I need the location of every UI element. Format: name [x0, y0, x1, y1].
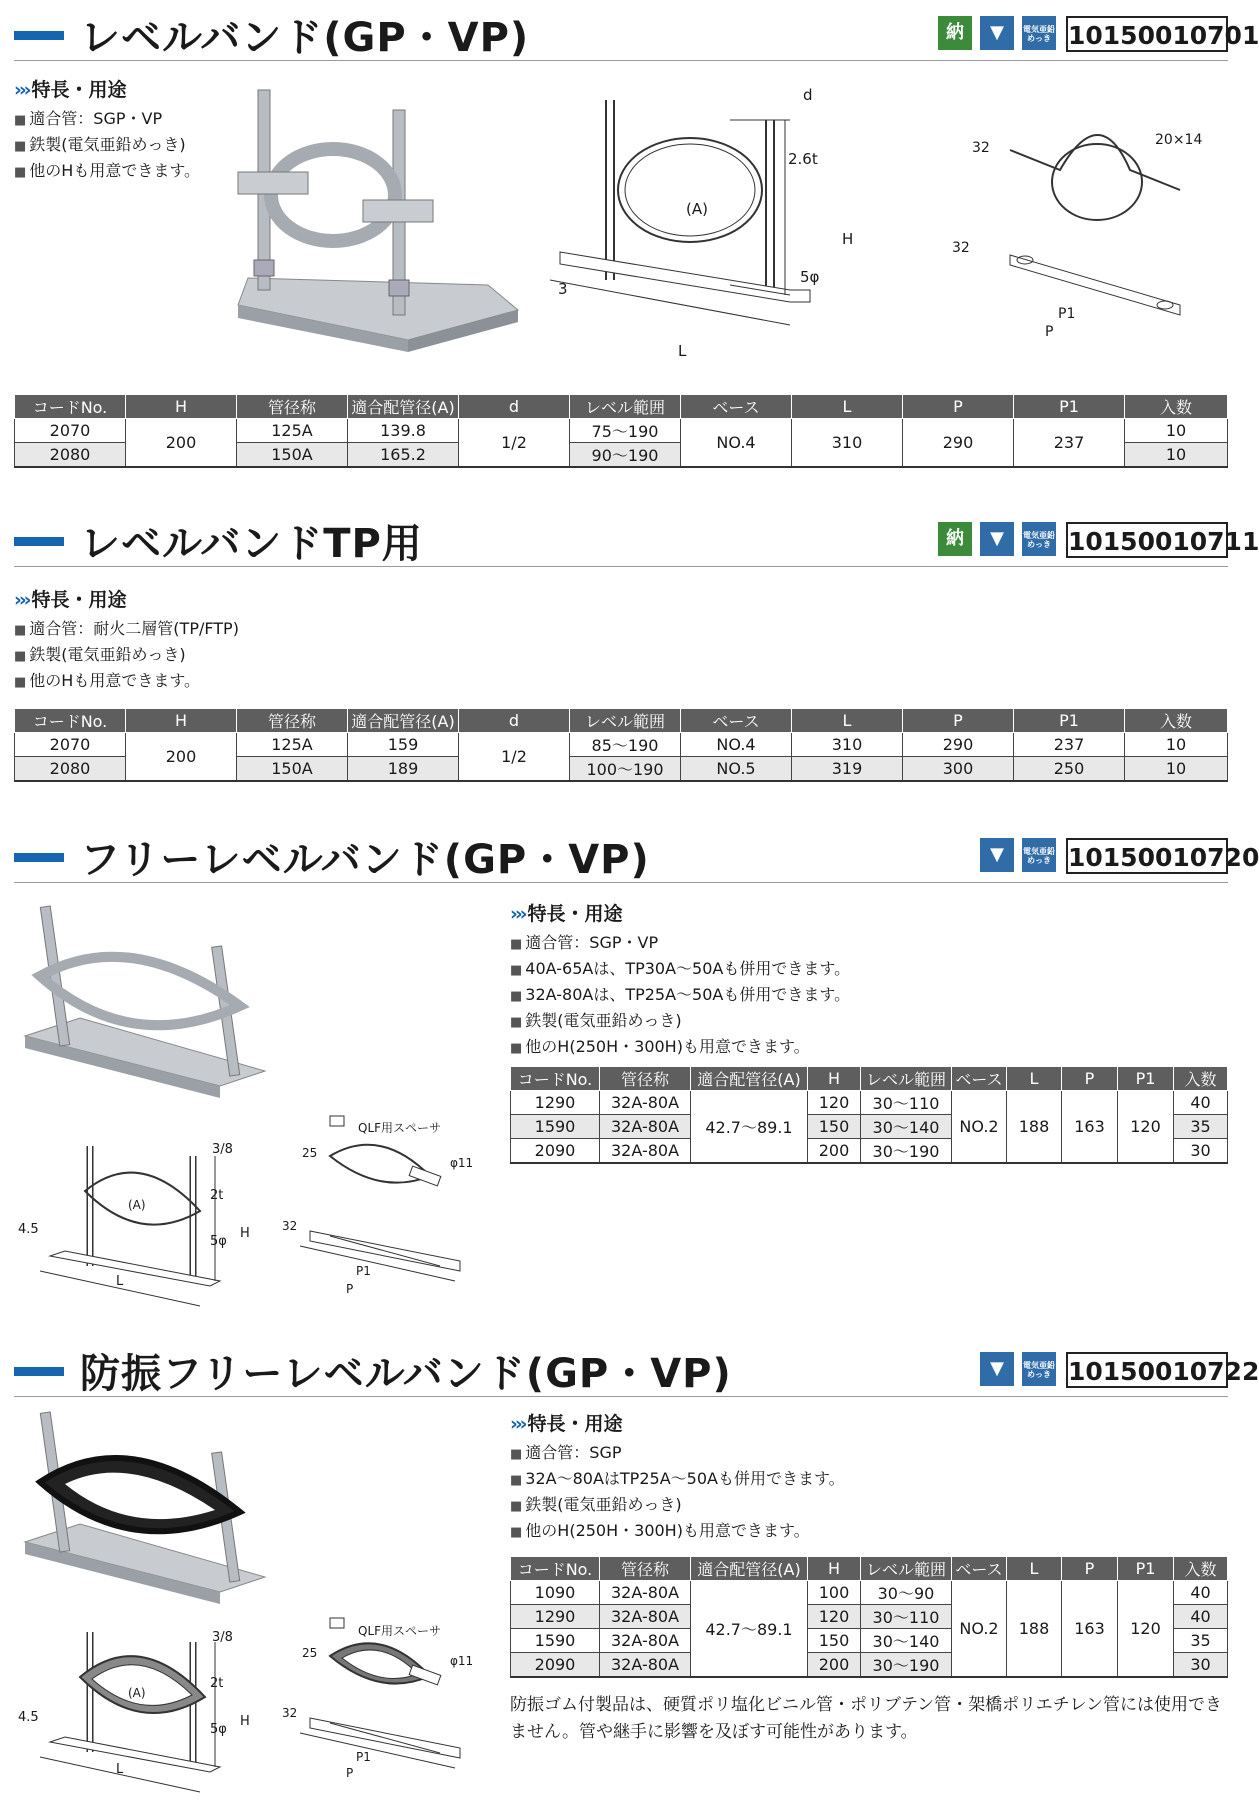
feature-item: ■ 他のHも用意できます。	[14, 671, 201, 690]
table-cell: 32A-80A	[600, 1139, 691, 1164]
table-header: レベル範囲	[861, 1067, 952, 1091]
section-title: フリーレベルバンド(GP・VP)	[80, 837, 650, 883]
spacer-drawing	[290, 1618, 470, 1788]
feature-item: ■ 鉄製(電気亜鉛めっき)	[510, 1495, 682, 1514]
table-cell: 30～110	[861, 1605, 952, 1629]
table-header: P	[903, 709, 1014, 733]
table-cell: 125A	[237, 733, 348, 757]
table-header: L	[792, 709, 903, 733]
table-cell: 237	[1014, 419, 1125, 468]
feature-item: ■ 適合管：SGP	[510, 1443, 622, 1462]
section-accent-bar	[14, 31, 64, 40]
dim-label-p1: P1	[356, 1264, 371, 1278]
table-cell: 10	[1125, 419, 1228, 443]
table-header: P	[903, 395, 1014, 419]
dim-label-l: L	[678, 342, 687, 360]
table-cell: 200	[808, 1139, 861, 1164]
table-header: H	[126, 395, 237, 419]
table-cell: 100	[808, 1581, 861, 1605]
table-cell: 188	[1007, 1091, 1062, 1164]
section-title: 防振フリーレベルバンド(GP・VP)	[80, 1351, 732, 1397]
table-cell: NO.4	[681, 419, 792, 468]
table-header: P	[1062, 1557, 1118, 1581]
table-header: 適合配管径(A)	[348, 709, 459, 733]
dim-label-20x14: 20×14	[1155, 132, 1203, 148]
table-cell: 30～190	[861, 1653, 952, 1678]
spacer-label: QLF用スペーサ	[358, 1121, 442, 1135]
table-cell: 120	[808, 1605, 861, 1629]
table-header: 適合配管径(A)	[691, 1067, 808, 1091]
table-cell: 120	[808, 1091, 861, 1115]
dim-label-3: 3	[558, 280, 568, 298]
table-cell: 85～190	[570, 733, 681, 757]
dim-label-d: d	[803, 86, 813, 104]
table-cell: 125A	[237, 419, 348, 443]
table-header: コードNo.	[15, 395, 126, 419]
table-header-row	[15, 709, 1228, 733]
table-row	[511, 1581, 1228, 1605]
table-cell: 139.8	[348, 419, 459, 443]
table-cell: 30～190	[861, 1139, 952, 1164]
dim-label-hole: 5φ	[210, 1722, 227, 1737]
table-header: P1	[1014, 395, 1125, 419]
section-title: レベルバンドTP用	[80, 521, 423, 567]
galvanized-icon: 電気亜鉛めっき	[1022, 1352, 1056, 1386]
table-cell: NO.4	[681, 733, 792, 757]
dimension-drawing	[30, 1146, 270, 1306]
section-title: レベルバンド(GP・VP)	[80, 15, 530, 61]
feature-item: ■ 鉄製(電気亜鉛めっき)	[510, 1011, 682, 1030]
table-cell: 150A	[237, 757, 348, 782]
table-cell: 188	[1007, 1581, 1062, 1678]
table-header: L	[1007, 1067, 1062, 1091]
table-cell: 150	[808, 1629, 861, 1653]
product-code: 10150010701	[1066, 16, 1228, 52]
dim-label-32b: 32	[952, 240, 970, 256]
product-code: 10150010711	[1066, 522, 1228, 558]
table-cell: 200	[126, 419, 237, 468]
table-cell: 1290	[511, 1605, 600, 1629]
feature-item: ■ 他のH(250H・300H)も用意できます。	[510, 1037, 810, 1056]
table-header: H	[808, 1557, 861, 1581]
dim-label-d: 3/8	[212, 1142, 233, 1157]
table-cell: 200	[126, 733, 237, 782]
feature-item: ■ 鉄製(電気亜鉛めっき)	[14, 645, 186, 664]
galvanized-icon: 電気亜鉛めっき	[1022, 838, 1056, 872]
dim-label-a: (A)	[686, 200, 708, 218]
spacer-drawing	[290, 1116, 470, 1306]
table-cell: 120	[1118, 1581, 1174, 1678]
dim-label-p: P	[1045, 324, 1054, 340]
product-photo	[228, 90, 528, 380]
dim-label-p1: P1	[356, 1750, 371, 1764]
dim-label-base: 4.5	[18, 1710, 39, 1725]
table-header: d	[459, 709, 570, 733]
feature-item: ■ 適合管：SGP・VP	[14, 109, 163, 128]
delivery-icon: 納	[938, 16, 972, 50]
table-cell: 1/2	[459, 733, 570, 782]
table-cell: 250	[1014, 757, 1125, 782]
table-cell: 1/2	[459, 419, 570, 468]
features-heading: ››› 特長・用途	[14, 589, 127, 611]
table-header: H	[808, 1067, 861, 1091]
feature-item: ■ 40A-65Aは、TP30A～50Aも併用できます。	[510, 959, 851, 978]
features-list	[510, 1412, 845, 1545]
table-cell: 30～90	[861, 1581, 952, 1605]
table-header: コードNo.	[511, 1067, 600, 1091]
product-code: 10150010722	[1066, 1352, 1228, 1388]
table-header: 入数	[1125, 395, 1228, 419]
dim-label-32: 32	[282, 1706, 298, 1720]
table-cell: 10	[1125, 733, 1228, 757]
product-photo	[20, 906, 270, 1106]
table-header-row	[15, 395, 1228, 419]
table-cell: 10	[1125, 757, 1228, 782]
table-header: 適合配管径(A)	[691, 1557, 808, 1581]
table-header: H	[126, 709, 237, 733]
spec-table	[14, 394, 1228, 468]
dim-label-25: 25	[302, 1146, 318, 1160]
table-header: L	[1007, 1557, 1062, 1581]
table-cell: 32A-80A	[600, 1581, 691, 1605]
product-photo	[20, 1412, 270, 1612]
dim-label-25: 25	[302, 1646, 318, 1660]
table-header: レベル範囲	[861, 1557, 952, 1581]
table-cell: 290	[903, 419, 1014, 468]
table-cell: 310	[792, 419, 903, 468]
table-cell: 2070	[15, 733, 126, 757]
table-cell: 163	[1062, 1581, 1118, 1678]
table-cell: NO.2	[952, 1581, 1007, 1678]
features-heading: ››› 特長・用途	[14, 79, 127, 101]
table-cell: 100～190	[570, 757, 681, 782]
table-cell: 120	[1118, 1091, 1174, 1164]
table-header: 管径称	[600, 1557, 691, 1581]
table-header: ベース	[681, 709, 792, 733]
table-header: 入数	[1174, 1067, 1228, 1091]
table-cell: 75～190	[570, 419, 681, 443]
table-header: 入数	[1125, 709, 1228, 733]
table-cell: 30～140	[861, 1629, 952, 1653]
dim-label-h: H	[240, 1714, 250, 1729]
table-cell: 2080	[15, 757, 126, 782]
dim-label-base: 4.5	[18, 1222, 39, 1237]
table-header: コードNo.	[511, 1557, 600, 1581]
table-header: 管径称	[600, 1067, 691, 1091]
table-cell: 30～110	[861, 1091, 952, 1115]
table-cell: 42.7～89.1	[691, 1581, 808, 1678]
feature-item: ■ 適合管：SGP・VP	[510, 933, 659, 952]
section-accent-bar	[14, 1367, 64, 1376]
section-header	[14, 826, 1259, 883]
table-cell: 1590	[511, 1629, 600, 1653]
table-cell: 40	[1174, 1581, 1228, 1605]
table-cell: 300	[903, 757, 1014, 782]
table-cell: 35	[1174, 1115, 1228, 1139]
table-header: 管径称	[237, 395, 348, 419]
table-cell: 200	[808, 1653, 861, 1678]
dim-label-l: L	[116, 1762, 124, 1777]
dimension-drawing	[560, 80, 880, 380]
warning-note: 防振ゴム付製品は、硬質ポリ塩化ビニル管・ポリブテン管・架橋ポリエチレン管には使用できません。管や継手に影響を及ぼす可能性があります。	[510, 1695, 1223, 1742]
table-cell: 2090	[511, 1653, 600, 1678]
table-header: d	[459, 395, 570, 419]
spec-table	[14, 708, 1228, 782]
table-cell: 90～190	[570, 443, 681, 468]
dim-label-hole: 5φ	[210, 1234, 227, 1249]
spec-table	[510, 1066, 1228, 1164]
feature-item: ■ 32A～80AはTP25A～50Aも併用できます。	[510, 1469, 845, 1488]
spec-table	[510, 1556, 1228, 1678]
feature-item: ■ 適合管：耐火二層管(TP/FTP)	[14, 619, 239, 638]
features-list	[510, 902, 850, 1061]
dim-label-p: P	[346, 1766, 354, 1780]
table-cell: 30	[1174, 1139, 1228, 1164]
features-list	[14, 78, 200, 185]
table-header: コードNo.	[15, 709, 126, 733]
table-cell: 40	[1174, 1605, 1228, 1629]
section-accent-bar	[14, 853, 64, 862]
product-code: 10150010720	[1066, 838, 1228, 874]
dim-label-t: 2.6t	[788, 150, 818, 168]
table-cell: 32A-80A	[600, 1605, 691, 1629]
dim-label-h: H	[240, 1226, 250, 1241]
feature-item: ■ 他のHも用意できます。	[14, 161, 201, 180]
dim-label-32: 32	[972, 140, 990, 156]
table-header: 適合配管径(A)	[348, 395, 459, 419]
table-header: ベース	[952, 1557, 1007, 1581]
section-accent-bar	[14, 537, 64, 546]
table-cell: 2080	[15, 443, 126, 468]
table-cell: 32A-80A	[600, 1653, 691, 1678]
galvanized-icon: 電気亜鉛めっき	[1022, 522, 1056, 556]
section-header	[14, 4, 1259, 61]
table-cell: 30	[1174, 1653, 1228, 1678]
down-arrow-icon: ▼	[980, 522, 1014, 556]
dim-label-t: 2t	[210, 1188, 224, 1203]
table-cell: 30～140	[861, 1115, 952, 1139]
table-cell: 2070	[15, 419, 126, 443]
table-row	[15, 733, 1228, 757]
feature-item: ■ 他のH(250H・300H)も用意できます。	[510, 1521, 810, 1540]
features-heading: ››› 特長・用途	[510, 1413, 623, 1435]
table-header: P1	[1118, 1067, 1174, 1091]
table-cell: 189	[348, 757, 459, 782]
down-arrow-icon: ▼	[980, 838, 1014, 872]
table-cell: 40	[1174, 1091, 1228, 1115]
dim-label-d: 3/8	[212, 1630, 233, 1645]
spacer-label: QLF用スペーサ	[358, 1624, 442, 1638]
table-header: 管径称	[237, 709, 348, 733]
dim-label-t: 2t	[210, 1676, 224, 1691]
table-cell: 159	[348, 733, 459, 757]
table-header: L	[792, 395, 903, 419]
dimension-drawing	[30, 1632, 270, 1792]
down-arrow-icon: ▼	[980, 1352, 1014, 1386]
table-header: レベル範囲	[570, 709, 681, 733]
table-cell: 165.2	[348, 443, 459, 468]
table-cell: 290	[903, 733, 1014, 757]
table-cell: 2090	[511, 1139, 600, 1164]
table-cell: NO.2	[952, 1091, 1007, 1164]
dim-label-phi: φ11	[450, 1654, 474, 1668]
section-header	[14, 1340, 1259, 1397]
table-cell: 42.7～89.1	[691, 1091, 808, 1164]
table-cell: 32A-80A	[600, 1091, 691, 1115]
galvanized-icon: 電気亜鉛めっき	[1022, 16, 1056, 50]
table-cell: 310	[792, 733, 903, 757]
table-row	[511, 1091, 1228, 1115]
dim-label-l: L	[116, 1274, 124, 1289]
table-cell: 1290	[511, 1091, 600, 1115]
table-cell: 237	[1014, 733, 1125, 757]
table-row	[15, 419, 1228, 443]
table-cell: 10	[1125, 443, 1228, 468]
band-drawing	[980, 120, 1180, 320]
table-header: ベース	[952, 1067, 1007, 1091]
table-cell: 1090	[511, 1581, 600, 1605]
table-cell: 150A	[237, 443, 348, 468]
table-header: P1	[1118, 1557, 1174, 1581]
table-cell: 32A-80A	[600, 1629, 691, 1653]
table-cell: 35	[1174, 1629, 1228, 1653]
feature-item: ■ 32A-80Aは、TP25A～50Aも併用できます。	[510, 985, 851, 1004]
table-cell: 150	[808, 1115, 861, 1139]
table-cell: 1590	[511, 1115, 600, 1139]
delivery-icon: 納	[938, 522, 972, 556]
features-heading: ››› 特長・用途	[510, 903, 623, 925]
section-header	[14, 510, 1259, 567]
dim-label-32: 32	[282, 1219, 298, 1233]
table-cell: NO.5	[681, 757, 792, 782]
table-header: 入数	[1174, 1557, 1228, 1581]
dim-label-hole: 5φ	[800, 268, 820, 286]
table-header-row	[511, 1557, 1228, 1581]
table-cell: 32A-80A	[600, 1115, 691, 1139]
table-cell: 319	[792, 757, 903, 782]
table-header: レベル範囲	[570, 395, 681, 419]
features-list	[14, 588, 239, 695]
table-header: P1	[1014, 709, 1125, 733]
dim-label-p1: P1	[1058, 306, 1076, 322]
table-header: ベース	[681, 395, 792, 419]
dim-label-a: (A)	[128, 1686, 146, 1700]
down-arrow-icon: ▼	[980, 16, 1014, 50]
table-cell: 163	[1062, 1091, 1118, 1164]
dim-label-phi: φ11	[450, 1156, 474, 1170]
table-header: P	[1062, 1067, 1118, 1091]
dim-label-h: H	[842, 230, 854, 248]
table-header-row	[511, 1067, 1228, 1091]
feature-item: ■ 鉄製(電気亜鉛めっき)	[14, 135, 186, 154]
dim-label-a: (A)	[128, 1198, 146, 1212]
dim-label-p: P	[346, 1282, 354, 1296]
